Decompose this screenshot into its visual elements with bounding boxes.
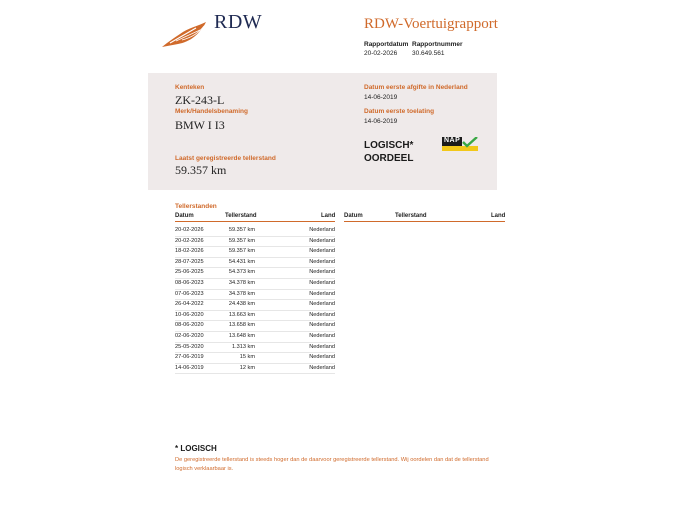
table-row (175, 363, 335, 375)
row-date: 08-06-2020 (175, 322, 204, 329)
row-date: 25-05-2020 (175, 343, 204, 350)
first-issue-label: Datum eerste afgifte in Nederland (364, 84, 468, 91)
row-date: 02-06-2020 (175, 333, 204, 339)
nap-checkmark-icon (442, 137, 478, 151)
col-date-header: Datum (175, 213, 194, 219)
nap-badge-text: NAP (444, 137, 461, 144)
first-admission-label: Datum eerste toelating (364, 108, 435, 115)
row-country: Nederland (309, 364, 335, 371)
row-country: Nederland (309, 322, 335, 329)
row-date: 18-02-2026 (175, 248, 204, 255)
readings-title: Tellerstanden (175, 203, 217, 210)
brand-name: RDW (214, 11, 263, 33)
row-odometer: 13.658 km (228, 322, 255, 329)
row-country: Nederland (309, 258, 335, 265)
report-date-label: Rapportdatum (364, 41, 409, 48)
row-date: 07-06-2023 (175, 290, 204, 297)
row-odometer: 13.663 km (228, 311, 255, 318)
report-title: RDW-Voertuigrapport (364, 16, 498, 32)
first-issue-value: 14-06-2019 (364, 94, 398, 101)
row-country: Nederland (309, 227, 335, 233)
col-land-header-right: Land (491, 213, 506, 219)
footnote-title: * LOGISCH (175, 444, 217, 453)
plate-label: Kenteken (175, 84, 205, 91)
first-admission-value: 14-06-2019 (364, 118, 398, 125)
row-odometer: 54.373 km (228, 269, 255, 276)
row-country: Nederland (309, 301, 335, 308)
row-country: Nederland (309, 333, 335, 339)
row-odometer: 12 km (239, 364, 255, 371)
row-date: 10-06-2020 (175, 311, 204, 318)
verdict-line1: LOGISCH* (364, 140, 414, 151)
row-odometer: 59.357 km (228, 227, 255, 233)
row-country: Nederland (309, 280, 335, 286)
row-odometer: 34.378 km (228, 280, 255, 286)
report-date: 20-02-2026 (364, 50, 398, 57)
row-country: Nederland (309, 248, 335, 255)
make-label: Merk/Handelsbenaming (175, 108, 248, 115)
row-country: Nederland (309, 354, 335, 361)
row-odometer: 54.431 km (228, 258, 255, 265)
row-country: Nederland (309, 343, 335, 350)
row-country: Nederland (309, 311, 335, 318)
row-odometer: 59.357 km (228, 248, 255, 255)
row-date: 14-06-2019 (175, 364, 204, 371)
odometer-value: 59.357 km (175, 163, 227, 177)
report-number-label: Rapportnummer (412, 41, 463, 48)
row-country: Nederland (309, 290, 335, 297)
row-odometer: 13.648 km (228, 333, 255, 339)
col-km-header-right: Tellerstand (395, 213, 427, 219)
row-odometer: 24.438 km (228, 301, 255, 308)
row-date: 27-06-2019 (175, 354, 204, 361)
report-number: 30.649.561 (412, 50, 445, 57)
row-odometer: 1.313 km (231, 343, 255, 350)
table-header-rule-right (344, 221, 505, 222)
odometer-label: Laatst geregistreerde tellerstand (175, 155, 276, 162)
col-date-header-right: Datum (344, 213, 363, 219)
row-date: 20-02-2026 (175, 237, 204, 244)
row-date: 26-04-2022 (175, 301, 204, 308)
col-km-header: Tellerstand (225, 213, 257, 219)
row-date: 20-02-2026 (175, 227, 204, 233)
row-date: 25-06-2025 (175, 269, 204, 276)
panel-notch (148, 180, 160, 190)
table-header-rule (175, 221, 335, 222)
footnote-text: De geregistreerde tellerstand is steeds hoger dan de daarvoor geregistreerde tellerstand. Wij oordelen dan dat de tellerstand logisch verklaarbaar is. (175, 457, 489, 472)
row-date: 28-07-2025 (175, 258, 204, 265)
row-country: Nederland (309, 269, 335, 276)
col-land-header: Land (321, 213, 336, 219)
rdw-logo-icon (160, 20, 208, 50)
verdict-line2: OORDEEL (364, 153, 414, 164)
row-odometer: 15 km (239, 354, 255, 361)
row-country: Nederland (309, 237, 335, 244)
plate-value: ZK-243-L (175, 93, 225, 107)
row-odometer: 59.357 km (228, 237, 255, 244)
row-date: 08-06-2023 (175, 280, 204, 286)
make-value: BMW I I3 (175, 118, 225, 132)
row-odometer: 34.378 km (228, 290, 255, 297)
